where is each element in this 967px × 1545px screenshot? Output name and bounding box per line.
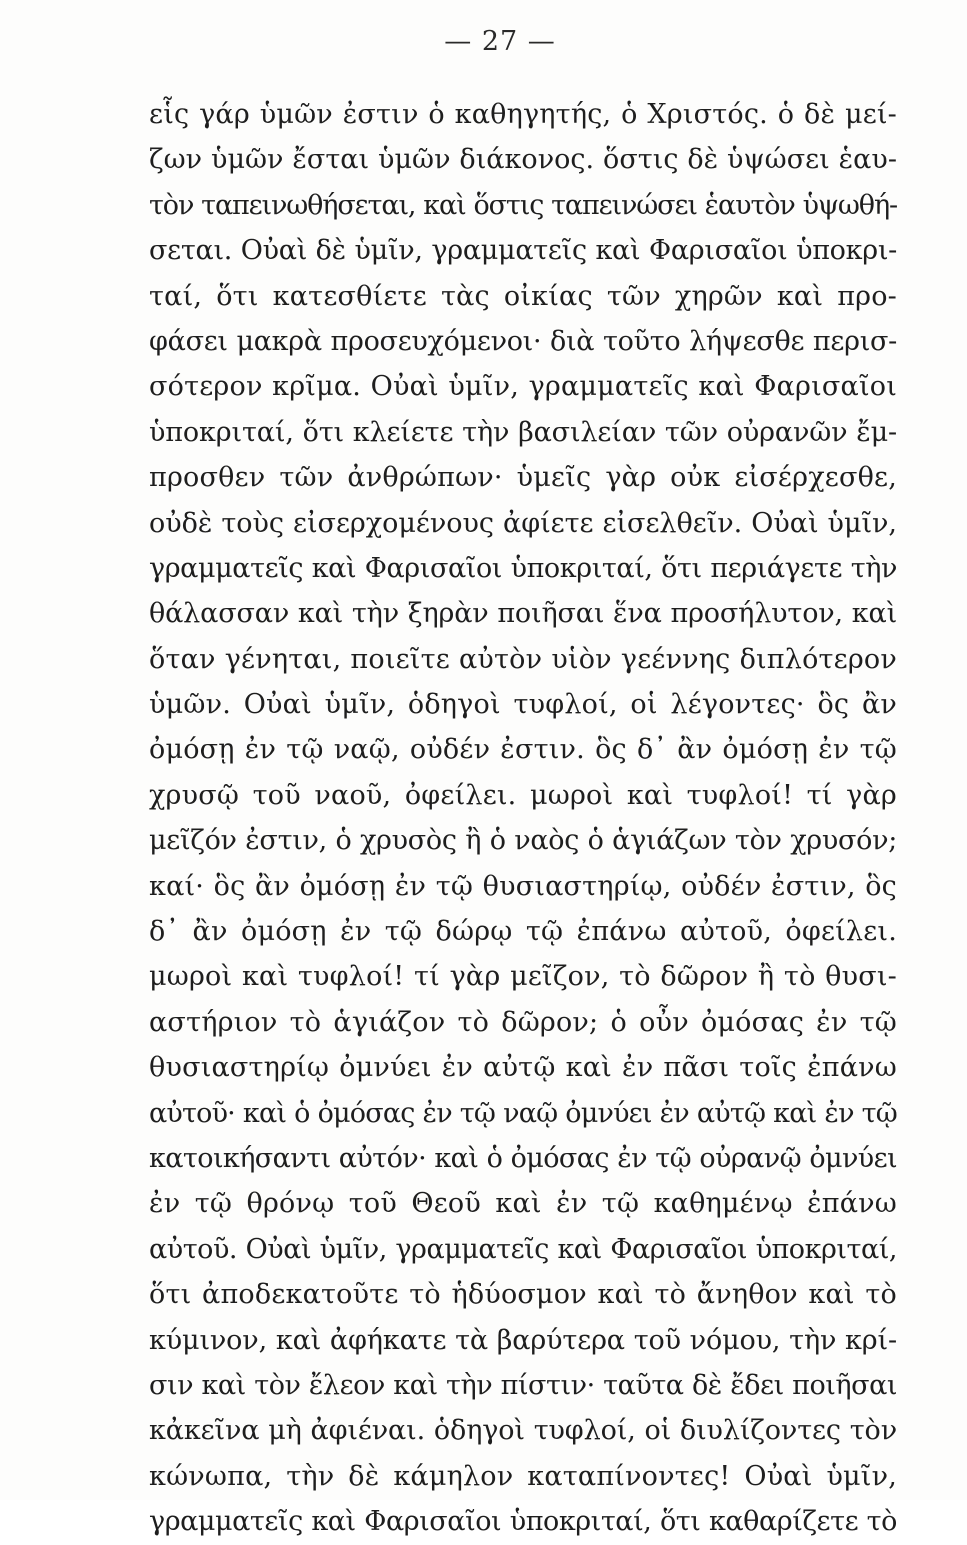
text-line: σότερον κρῖμα. Οὐαὶ ὑμῖν, γραμματεῖς καὶ Φαρισαῖοι <box>149 371 897 403</box>
text-line: γραμματεῖς καὶ Φαρισαῖοι ὑποκριταί, ὅτι περιάγετε τὴν <box>149 552 897 584</box>
text-line: σεται. Οὐαὶ δὲ ὑμῖν, γραμματεῖς καὶ Φαρισαῖοι ὑποκρι- <box>149 235 897 267</box>
text-line: κύμινον, καὶ ἀφήκατε τὰ βαρύτερα τοῦ νόμου, τὴν κρί- <box>149 1324 897 1356</box>
text-line: δ᾽ ἂν ὀμόσῃ ἐν τῷ δώρῳ τῷ ἐπάνω αὐτοῦ, ὀφείλει. <box>149 916 897 948</box>
text-line: χρυσῷ τοῦ ναοῦ, ὀφείλει. μωροὶ καὶ τυφλοί! τί γὰρ <box>149 779 897 811</box>
text-line: θυσιαστηρίῳ ὀμνύει ἐν αὐτῷ καὶ ἐν πᾶσι τοῖς ἐπάνω <box>149 1052 897 1084</box>
text-line: ἐν τῷ θρόνῳ τοῦ Θεοῦ καὶ ἐν τῷ καθημένῳ ἐπάνω <box>149 1188 897 1220</box>
text-line: αὐτοῦ· καὶ ὁ ὀμόσας ἐν τῷ ναῷ ὀμνύει ἐν αὐτῷ καὶ ἐν τῷ <box>149 1097 897 1129</box>
text-line: ὅταν γένηται, ποιεῖτε αὐτὸν υἱὸν γεέννης διπλότερον <box>149 643 897 675</box>
text-line: κατοικήσαντι αὐτόν· καὶ ὁ ὀμόσας ἐν τῷ οὐρανῷ ὀμνύει <box>149 1142 897 1174</box>
text-line: ὑποκριταί, ὅτι κλείετε τὴν βασιλείαν τῶν οὐρανῶν ἔμ- <box>149 416 897 448</box>
text-line: μεῖζόν ἐστιν, ὁ χρυσὸς ἢ ὁ ναὸς ὁ ἁγιάζων τὸν χρυσόν; <box>149 825 897 857</box>
text-line: αὐτοῦ. Οὐαὶ ὑμῖν, γραμματεῖς καὶ Φαρισαῖοι ὑποκριταί, <box>149 1233 897 1265</box>
text-line: αστήριον τὸ ἁγιάζον τὸ δῶρον; ὁ οὖν ὀμόσας ἐν τῷ <box>149 1006 897 1038</box>
text-line: ζων ὑμῶν ἔσται ὑμῶν διάκονος. ὅστις δὲ ὑψώσει ἑαυ- <box>149 144 897 176</box>
text-line: ὀμόσῃ ἐν τῷ ναῷ, οὐδέν ἐστιν. ὃς δ᾽ ἂν ὀμόσῃ ἐν τῷ <box>149 734 897 766</box>
text-line: φάσει μακρὰ προσευχόμενοι· διὰ τοῦτο λήψεσθε περισ- <box>149 325 897 357</box>
text-line: θάλασσαν καὶ τὴν ξηρὰν ποιῆσαι ἕνα προσήλυτον, καὶ <box>149 598 897 630</box>
text-line: προσθεν τῶν ἀνθρώπων· ὑμεῖς γὰρ οὐκ εἰσέρχεσθε, <box>149 462 897 494</box>
text-line: κἀκεῖνα μὴ ἀφιέναι. ὁδηγοὶ τυφλοί, οἱ διυλίζοντες τὸν <box>149 1415 897 1447</box>
text-line: ὑμῶν. Οὐαὶ ὑμῖν, ὁδηγοὶ τυφλοί, οἱ λέγοντες· ὃς ἂν <box>149 689 897 721</box>
text-line: μωροὶ καὶ τυφλοί! τί γὰρ μεῖζον, τὸ δῶρον ἢ τὸ θυσι- <box>149 961 897 993</box>
text-line: κώνωπα, τὴν δὲ κάμηλον καταπίνοντες! Οὐαὶ ὑμῖν, <box>149 1460 897 1492</box>
text-line: τὸν ταπεινωθήσεται, καὶ ὅστις ταπεινώσει ἑαυτὸν ὑψωθή- <box>149 189 897 221</box>
text-line: ταί, ὅτι κατεσθίετε τὰς οἰκίας τῶν χηρῶν καὶ προ- <box>149 280 897 312</box>
text-line: γραμματεῖς καὶ Φαρισαῖοι ὑποκριταί, ὅτι καθαρίζετε τὸ <box>149 1506 897 1538</box>
page-number: — 27 — <box>444 26 556 57</box>
text-line: καί· ὃς ἂν ὀμόσῃ ἐν τῷ θυσιαστηρίῳ, οὐδέν ἐστιν, ὃς <box>149 870 897 902</box>
text-line: σιν καὶ τὸν ἔλεον καὶ τὴν πίστιν· ταῦτα δὲ ἔδει ποιῆσαι <box>149 1369 897 1401</box>
text-line: εἷς γάρ ὑμῶν ἐστιν ὁ καθηγητής, ὁ Χριστός. ὁ δὲ μεί- <box>149 99 897 130</box>
body-text <box>149 92 897 1545</box>
text-line: οὐδὲ τοὺς εἰσερχομένους ἀφίετε εἰσελθεῖν. Οὐαὶ ὑμῖν, <box>149 507 897 539</box>
text-line: ὅτι ἀποδεκατοῦτε τὸ ἡδύοσμον καὶ τὸ ἄνηθον καὶ τὸ <box>149 1279 897 1311</box>
